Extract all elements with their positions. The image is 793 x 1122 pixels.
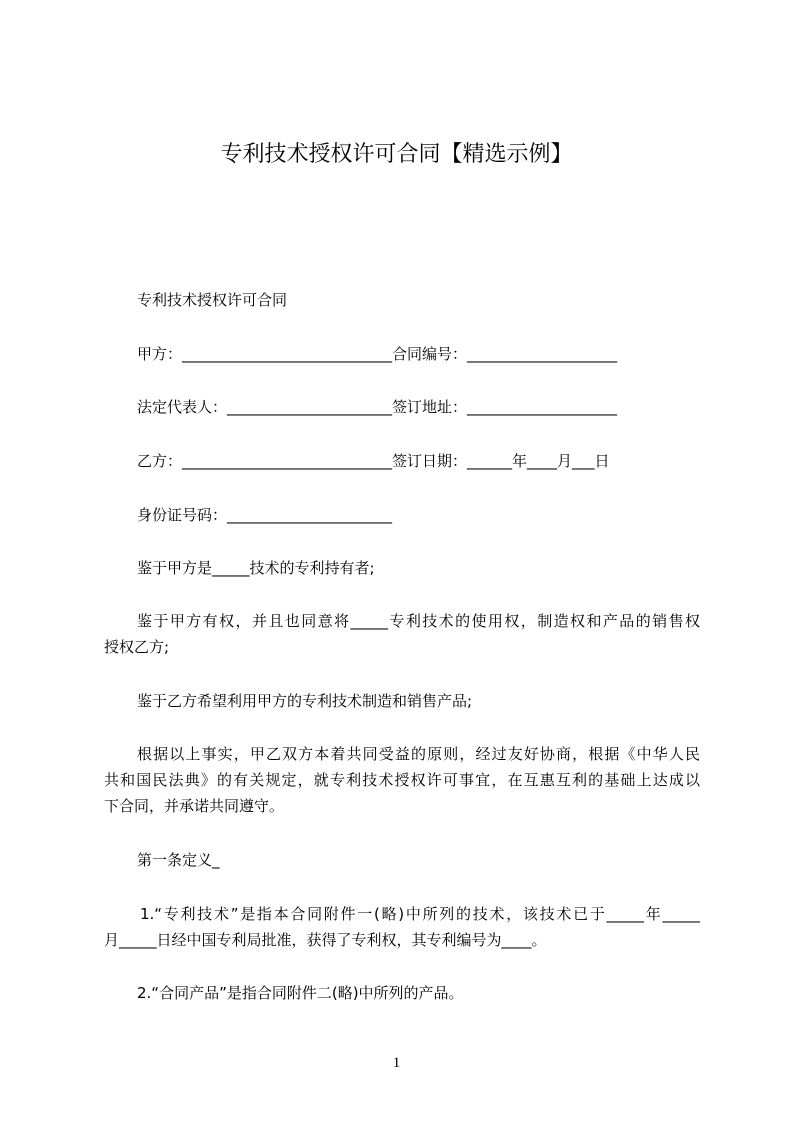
id-number-field: 身份证号码：______________________ xyxy=(137,506,393,524)
party-b-field: 乙方：____________________________签订日期：______年____月___日 xyxy=(137,452,610,470)
paragraph-basis-line: 共和国民法典》的有关规定，就专利技术授权许可事宜，在互惠互利的基础上达成以 xyxy=(104,771,700,789)
paragraph-basis-line: 下合同，并承诺共同遵守。 xyxy=(104,797,285,815)
legal-rep-field: 法定代表人：______________________签订地址：____________________ xyxy=(137,398,618,416)
paragraph-recital-1: 鉴于甲方是_____技术的专利持有者; xyxy=(137,559,375,577)
party-a-field: 甲方：____________________________合同编号：____________________ xyxy=(137,345,618,363)
definition-item-1-line: 1.“专利技术”是指本合同附件一(略)中所列的技术，该技术已于_____年_____ xyxy=(140,905,700,923)
contract-subtitle: 专利技术授权许可合同 xyxy=(137,291,288,309)
definition-item-2: 2.“合同产品”是指合同附件二(略)中所列的产品。 xyxy=(137,984,464,1002)
document-title: 专利技术授权许可合同【精选示例】 xyxy=(220,142,573,167)
paragraph-recital-2-line: 授权乙方; xyxy=(104,638,170,656)
article-1-heading: 第一条定义_ xyxy=(137,851,220,869)
paragraph-recital-3: 鉴于乙方希望利用甲方的专利技术制造和销售产品; xyxy=(137,692,473,710)
paragraph-recital-2-line: 鉴于甲方有权，并且也同意将_____专利技术的使用权，制造权和产品的销售权 xyxy=(137,612,700,630)
page-number: 1 xyxy=(392,1055,401,1071)
paragraph-basis-line: 根据以上事实，甲乙双方本着共同受益的原则，经过友好协商，根据《中华人民 xyxy=(137,745,700,763)
definition-item-1-line: 月_____日经中国专利局批准，获得了专利权，其专利编号为____。 xyxy=(104,931,547,949)
